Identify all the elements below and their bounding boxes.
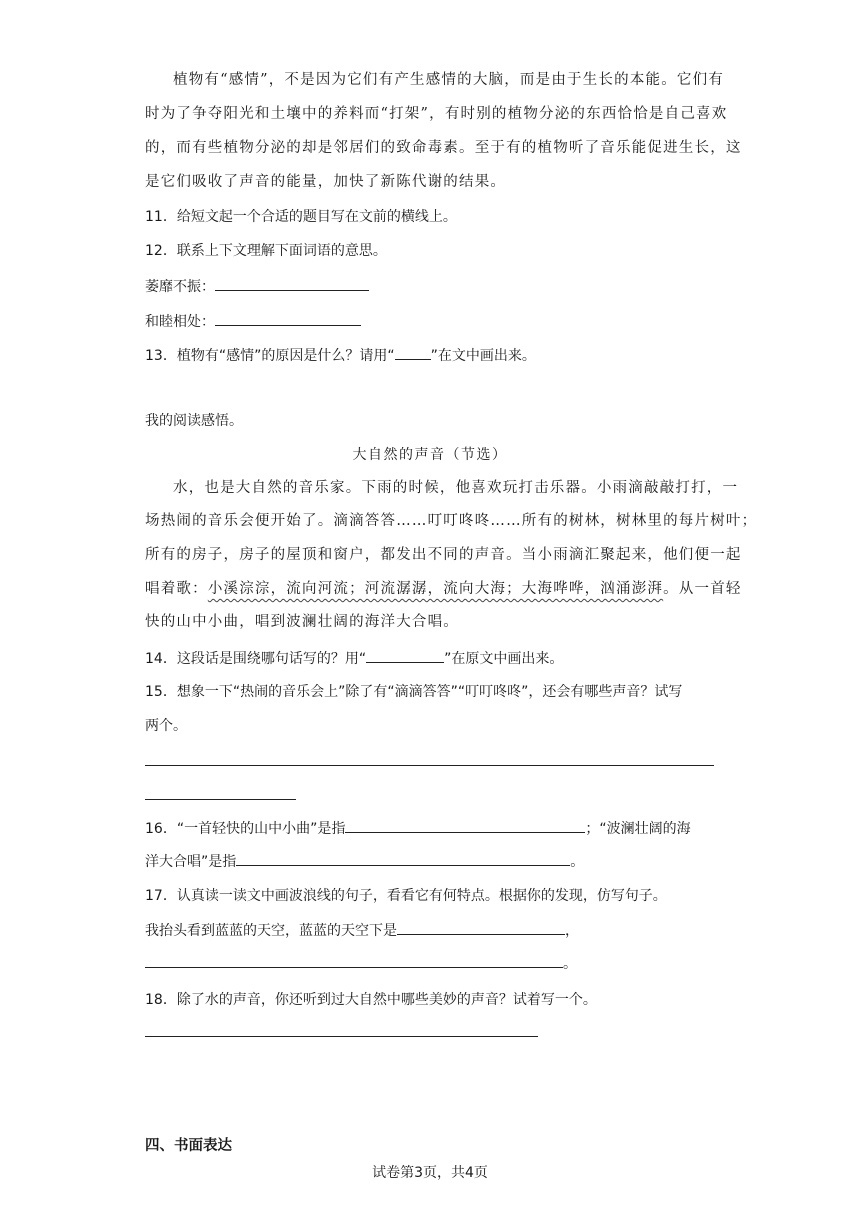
passage2-line-5: 快的山中小曲，唱到波澜壮阔的海洋大合唱。	[145, 614, 459, 630]
question-18: 18．除了水的声音，你还听到过大自然中哪些美妙的声音？试着写一个。	[145, 992, 597, 1008]
question-11: 11．给短文起一个合适的题目写在文前的横线上。	[145, 209, 457, 225]
passage2-line-4	[145, 579, 742, 599]
question-12: 12．联系上下文理解下面词语的意思。	[145, 243, 387, 259]
answer-blank-16b[interactable]	[236, 851, 570, 866]
question-12b-label: 和睦相处：	[145, 314, 215, 330]
question-12a	[145, 276, 715, 297]
answer-blank-12a[interactable]	[215, 276, 369, 291]
answer-line-15b[interactable]	[145, 799, 296, 800]
question-12a-label: 萎靡不振：	[145, 279, 215, 295]
wavy-underlined-sentence: 小溪淙淙，流向河流；河流潺潺，流向大海；大海哗哗，汹涌澎湃	[207, 581, 664, 597]
question-17-line-3	[145, 953, 715, 974]
answer-line-15a[interactable]	[145, 765, 714, 766]
passage2-line-3: 所有的房子，房子的屋顶和窗户，都发出不同的声音。当小雨滴汇聚起来，他们便一起	[145, 547, 742, 563]
answer-line-18[interactable]	[145, 1036, 538, 1037]
page-footer: 试卷第3页，共4页	[372, 1165, 488, 1181]
question-12b	[145, 311, 715, 332]
underline-sample-13	[395, 345, 431, 360]
question-16-part-a: 16．“一首轻快的山中小曲”是指	[145, 821, 346, 837]
passage2-line-4-post: 。从一首轻	[663, 581, 742, 597]
question-17-line-1: 17．认真读一读文中画波浪线的句子，看看它有何特点。根据你的发现，仿写句子。	[145, 888, 667, 904]
passage1-line-3: 的，而有些植物分泌的却是邻居们的致命毒素。至于有的植物听了音乐能促进生长，这	[145, 140, 742, 156]
passage1-line-2: 时为了争夺阳光和土壤中的养料而“打架”，有时别的植物分泌的东西恰恰是自己喜欢	[145, 106, 728, 122]
passage2-line-4-pre: 唱着歌：	[145, 581, 208, 597]
question-16-part-c: 洋大合唱”是指	[145, 854, 237, 870]
question-16-line-1	[145, 818, 715, 839]
passage2-title: 大自然的声音（节选）	[352, 447, 508, 463]
passage1-line-4: 是它们吸收了声音的能量，加快了新陈代谢的结果。	[145, 174, 507, 190]
passage1-line-1: 植物有“感情”，不是因为它们有产生感情的大脑，而是由于生长的本能。它们有	[173, 72, 725, 88]
question-13-post: ”在文中画出来。	[430, 348, 536, 364]
answer-blank-17b[interactable]	[145, 953, 563, 968]
section-4-heading: 四、书面表达	[145, 1138, 232, 1154]
question-17-line-3-end: 。	[563, 956, 577, 972]
answer-blank-16a[interactable]	[345, 818, 585, 833]
question-16-part-d: 。	[570, 854, 585, 870]
question-13-pre: 13．植物有“感情”的原因是什么？请用“	[145, 348, 395, 364]
passage2-line-1: 水，也是大自然的音乐家。下雨的时候，他喜欢玩打击乐器。小雨滴敲敲打打，一	[173, 480, 739, 496]
passage2-line-2: 场热闹的音乐会便开始了。滴滴答答……叮叮咚咚……所有的树林，树林里的每片树叶；	[145, 513, 758, 529]
question-14-pre: 14．这段话是围绕哪句话写的？用“	[145, 651, 367, 667]
question-17-line-2-pre: 我抬头看到蓝蓝的天空，蓝蓝的天空下是	[145, 923, 397, 939]
underline-sample-14	[366, 648, 444, 663]
question-17-line-2-post: ，	[565, 923, 579, 939]
question-16-part-b: ；“波澜壮阔的海	[585, 821, 691, 837]
question-14-post: ”在原文中画出来。	[444, 651, 564, 667]
question-16-line-2	[145, 851, 715, 872]
answer-blank-12b[interactable]	[215, 311, 361, 326]
question-13	[145, 345, 715, 366]
question-14	[145, 648, 715, 669]
reading-heading: 我的阅读感悟。	[145, 413, 243, 429]
question-15-line-1: 15．想象一下“热闹的音乐会上”除了有“滴滴答答”“叮叮咚咚”，还会有哪些声音？试写	[145, 684, 683, 700]
question-15-line-2: 两个。	[145, 718, 187, 734]
answer-blank-17a[interactable]	[397, 920, 565, 935]
question-17-line-2	[145, 920, 715, 941]
